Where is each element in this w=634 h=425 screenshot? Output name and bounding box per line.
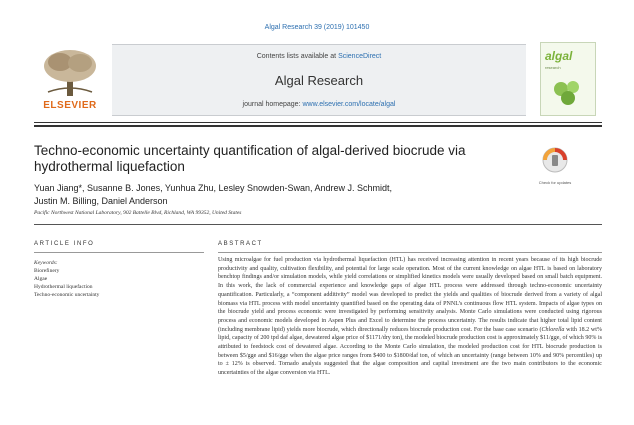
authors-divider (34, 224, 602, 225)
abstract-heading: ABSTRACT (218, 241, 263, 247)
affiliation: Pacific Northwest National Laboratory, 902 Battelle Blvd, Richland, WA 99352, United States (34, 210, 242, 216)
elsevier-tree-icon (40, 48, 100, 98)
cover-subtitle: research (545, 65, 561, 70)
article-info-heading: ARTICLE INFO (34, 241, 95, 247)
sciencedirect-link[interactable]: ScienceDirect (338, 53, 382, 60)
check-for-updates-label[interactable]: Check for updates (538, 180, 572, 185)
journal-cover-image[interactable] (540, 42, 596, 116)
keyword-item: Algae (34, 276, 48, 282)
keyword-item: Techno-economic uncertainty (34, 292, 100, 298)
journal-banner (112, 44, 526, 116)
abstract-rule (218, 252, 602, 253)
abstract-part-1: Using microalgae for fuel production via hydrothermal liquefaction (HTL) has received increasing attention in recent years because of its high biocrude productivity and quality, cultivation flexibility, and potential for large scale operation. Most of the current knowledge on algae HTL is based on laboratory benchtop findings and/or simulation models, while yield correlations or simplified kinetics models were usually developed based on small batch equipment. In this work, the lack of commercial experience and knowledge gaps of algae HTL process were addressed through techno-economic uncertainty quantification. Particularly, a “component additivity” model was developed to predict the yields and qualities of biocrude derived from a variety of algal biomass via HTL process with model uncertainty quantified based on the operating data of PNNL’s continuous flow HTL system. Impacts of algae types on the biocrude yield and process economic were investigated by performing sensitivity analysis. Monte Carlo simulations were conducted using rigorous process and economic models developed in Aspen Plus and Excel to determine the process uncertainty. The results indicate that higher total lipid content (including membrane lipid) yields more biocrude, which directionally reduces biocrude production cost. For the base case scenario ( (218, 257, 602, 333)
homepage-prefix: journal homepage: (242, 101, 303, 108)
header-divider-thick (34, 125, 602, 127)
keyword-item: Biorefinery (34, 268, 60, 274)
authors-line-2[interactable]: Justin M. Billing, Daniel Anderson (34, 195, 168, 206)
author-list (34, 182, 534, 207)
contents-line (112, 53, 526, 60)
cover-art-icon (551, 77, 585, 107)
homepage-line (112, 101, 526, 108)
article-info-rule (34, 252, 204, 253)
abstract-species: Chlorella (541, 326, 565, 333)
paper-title: Techno-economic uncertainty quantification of algal-derived biocrude via hydrothermal liquefaction (34, 143, 466, 174)
contents-prefix: Contents lists available at (256, 53, 339, 60)
header-divider (34, 122, 602, 123)
abstract-text (218, 256, 602, 378)
abstract-part-2: with 18.2 wt% lipid, capacity of 200 tpd daf algae, dewatered algae price of $1171/dry ton), the modeled biocrude production cost is approximately $11/gge, of which 90% is attributed to feedstock cost of dewatered algae. According to the Monte Carlo simulation, the modeled production cost for HTL biocrude production is between $5/gge and $16/gge when the algae price ranges from $400 to $1800/daf ton, of which an uncertainty (range between 10% and 90% percentiles) up to ± 12% is observed. Tornado analysis suggested that the algae composition and capital investment are the two main contributors to the economic uncertainties of the algae conversion via HTL. (218, 326, 602, 377)
journal-title[interactable]: Algal Research (274, 73, 364, 88)
publisher-name: ELSEVIER (43, 100, 97, 111)
keyword-item: Hydrothermal liquefaction (34, 284, 93, 290)
keywords-label: Keywords: (34, 260, 58, 266)
elsevier-logo[interactable] (34, 48, 106, 114)
cover-title: algal (545, 49, 573, 63)
journal-header (34, 40, 602, 116)
journal-homepage-link[interactable]: www.elsevier.com/locate/algal (302, 101, 396, 108)
authors-line-1[interactable]: Yuan Jiang*, Susanne B. Jones, Yunhua Zhu, Lesley Snowden-Swan, Andrew J. Schmidt, (34, 183, 393, 193)
check-for-updates-icon[interactable] (540, 146, 570, 180)
journal-citation[interactable]: Algal Research 39 (2019) 101450 (264, 24, 370, 31)
